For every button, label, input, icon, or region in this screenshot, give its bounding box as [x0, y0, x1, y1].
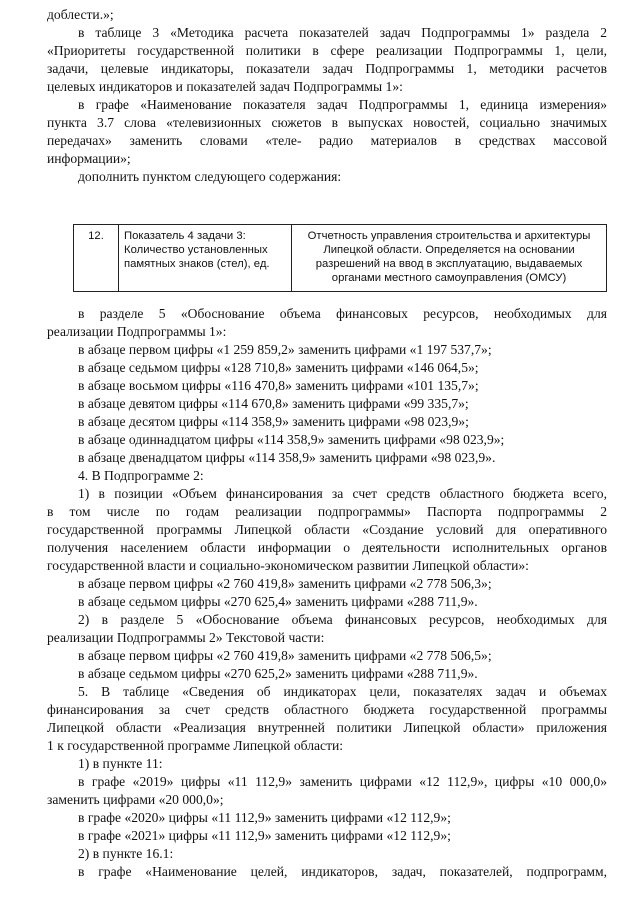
text-line: 5. В таблице «Сведения об индикаторах цели, показателях задач и объемах	[78, 684, 607, 699]
text-line: государственной программы Липецкой области «Создание условий для оперативного	[47, 522, 607, 537]
text-line: в абзаце первом цифры «1 259 859,2» заменить цифрами «1 197 537,7»;	[78, 342, 492, 357]
text-line: финансирования за счет средств областного бюджета государственной программы	[47, 702, 607, 717]
table-cell-line: Отчетность управления строительства и архитектуры	[307, 230, 591, 242]
text-line: 4. В Подпрограмме 2:	[78, 468, 204, 483]
text-line: «Приоритеты государственной политики в сфере реализации Подпрограммы 1, цели,	[47, 43, 607, 58]
table-cell-line: Количество установленных	[124, 244, 268, 256]
table-cell-line: разрешений на ввод в эксплуатацию, выдаваемых	[315, 258, 583, 270]
text-line: 2) в разделе 5 «Обоснование объема финансовых ресурсов, необходимых для	[78, 612, 607, 627]
table-cell-line: Липецкой области. Определяется на основании	[323, 244, 575, 256]
text-line: реализации Подпрограммы 2» Текстовой части:	[47, 630, 325, 645]
text-line: в абзаце девятом цифры «114 670,8» заменить цифрами «99 335,7»;	[78, 396, 469, 411]
text-line: 1 к государственной программе Липецкой области:	[47, 738, 344, 753]
text-line: в графе «2021» цифры «11 112,9» заменить цифрами «12 112,9»;	[78, 828, 451, 843]
text-line: 1) в пункте 11:	[78, 756, 163, 771]
table-row	[74, 225, 607, 292]
text-line: реализации Подпрограммы 1»:	[47, 324, 227, 339]
text-line: в разделе 5 «Обоснование объема финансовых ресурсов, необходимых для	[78, 306, 607, 321]
text-line: дополнить пунктом следующего содержания:	[78, 169, 342, 184]
text-line: в абзаце восьмом цифры «116 470,8» заменить цифрами «101 135,7»;	[78, 378, 479, 393]
text-line: целевых индикаторов и показателей задач Подпрограммы 1»:	[47, 79, 403, 94]
text-line: доблести.»;	[47, 7, 114, 22]
inserted-table	[73, 224, 607, 292]
text-line: пункта 3.7 слова «телевизионных сюжетов в выпусках новостей, социально значимых	[47, 115, 607, 130]
text-line: в графе «Наименование показателя задач Подпрограммы 1, единица измерения»	[78, 97, 607, 112]
table-cell-description	[292, 225, 607, 292]
table-cell-number: 12.	[74, 225, 119, 292]
text-line: 2) в пункте 16.1:	[78, 846, 174, 861]
text-line: передачах» заменить словами «теле- радио материалов в средствах массовой	[47, 133, 607, 148]
table-cell-indicator	[119, 225, 292, 292]
text-line: в абзаце десятом цифры «114 358,9» заменить цифрами «98 023,9»;	[78, 414, 469, 429]
text-line: задачи, целевые индикаторы, показатели задач Подпрограммы 1, методики расчетов	[47, 61, 607, 76]
text-line: получения населением области информации о деятельности исполнительных органов	[47, 540, 607, 555]
text-line: в графе «Наименование целей, индикаторов, задач, показателей, подпрограмм,	[78, 864, 607, 879]
text-line: в абзаце седьмом цифры «270 625,2» заменить цифрами «288 711,9».	[78, 666, 478, 681]
text-line: Липецкой области «Реализация внутренней политики Липецкой области» приложения	[47, 720, 607, 735]
table-cell-line: памятных знаков (стел), ед.	[124, 258, 270, 270]
table-cell-line: Показатель 4 задачи 3:	[124, 230, 246, 242]
text-line: в таблице 3 «Методика расчета показателей задач Подпрограммы 1» раздела 2	[78, 25, 607, 40]
text-line: в графе «2020» цифры «11 112,9» заменить цифрами «12 112,9»;	[78, 810, 451, 825]
text-line: в том числе по годам реализации подпрограммы» Паспорта подпрограммы 2	[47, 504, 607, 519]
text-line: в графе «2019» цифры «11 112,9» заменить цифрами «12 112,9», цифры «10 000,0»	[78, 774, 607, 789]
text-line: в абзаце седьмом цифры «128 710,8» заменить цифрами «146 064,5»;	[78, 360, 479, 375]
text-line: государственной власти и социально-экономическом развитии Липецкой области»:	[47, 558, 529, 573]
text-line: в абзаце седьмом цифры «270 625,4» заменить цифрами «288 711,9».	[78, 594, 478, 609]
text-line: в абзаце одиннадцатом цифры «114 358,9» заменить цифрами «98 023,9»;	[78, 432, 505, 447]
text-line: информации»;	[47, 151, 131, 166]
text-line: в абзаце первом цифры «2 760 419,8» заменить цифрами «2 778 506,3»;	[78, 576, 492, 591]
table-cell-line: органами местного самоуправления (ОМСУ)	[331, 272, 567, 284]
text-line: в абзаце двенадцатом цифры «114 358,9» заменить цифрами «98 023,9».	[78, 450, 496, 465]
text-line: 1) в позиции «Объем финансирования за счет средств областного бюджета всего,	[78, 486, 607, 501]
text-line: заменить цифрами «20 000,0»;	[47, 792, 224, 807]
text-line: в абзаце первом цифры «2 760 419,8» заменить цифрами «2 778 506,5»;	[78, 648, 492, 663]
